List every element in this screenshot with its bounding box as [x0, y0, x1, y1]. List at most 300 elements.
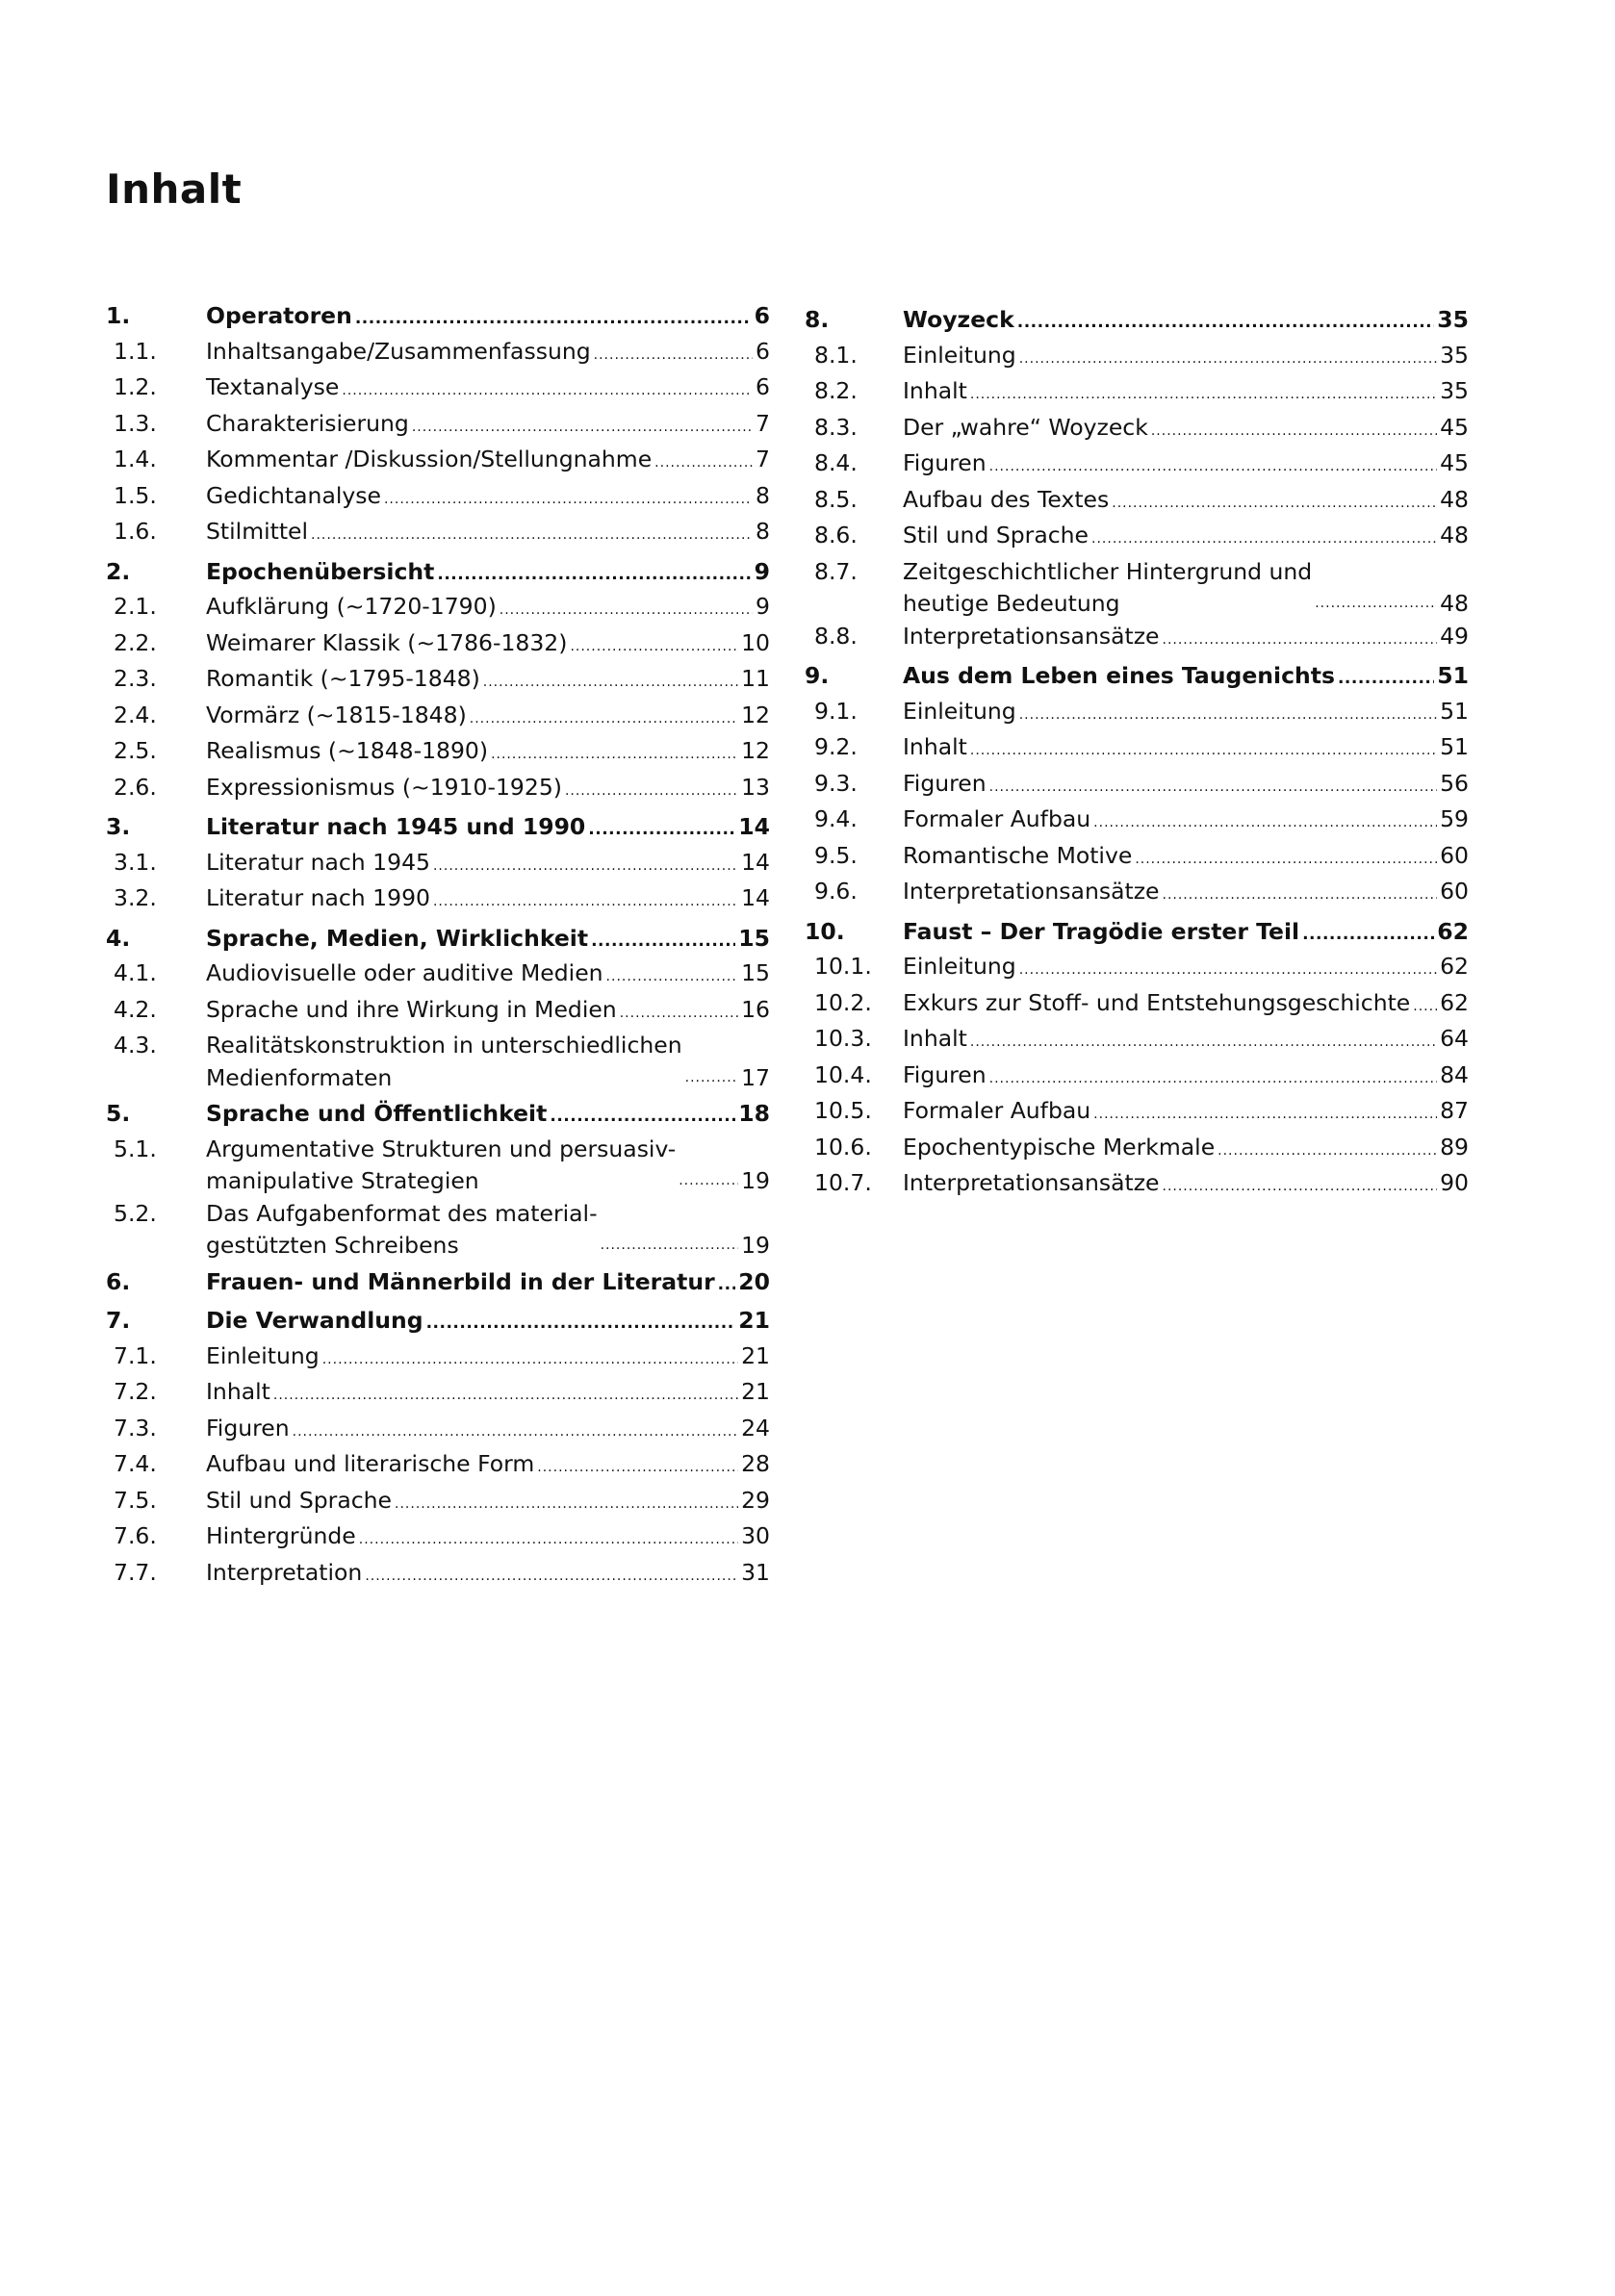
dot-leader: [1135, 844, 1437, 877]
dot-leader: [606, 961, 739, 994]
toc-chapter: [106, 1305, 770, 1593]
section-number: 10.6.: [814, 1133, 872, 1161]
section-number: 9.6.: [814, 878, 858, 905]
toc-section-entry[interactable]: [106, 1198, 770, 1263]
section-number: 2.3.: [114, 665, 157, 692]
dot-leader: [1093, 807, 1437, 840]
page-number: 31: [741, 1558, 770, 1586]
toc-section-entry[interactable]: [106, 371, 770, 408]
page-number: 13: [741, 773, 770, 801]
toc-section-entry[interactable]: [106, 772, 770, 808]
toc-section-entry[interactable]: [106, 480, 770, 517]
dot-leader: [570, 631, 738, 664]
section-title: Inhalt: [903, 377, 967, 404]
section-number: 8.6.: [814, 522, 858, 548]
toc-chapter: [106, 1098, 770, 1263]
section-number: 5.2.: [114, 1199, 157, 1227]
chapter-title: Woyzeck: [903, 306, 1014, 333]
dot-leader: [591, 926, 735, 958]
entry-text: [903, 520, 1469, 556]
dot-leader: [970, 379, 1437, 412]
entry-title: [206, 1134, 676, 1198]
section-title: Interpretationsansätze: [903, 878, 1160, 905]
section-number: 2.4.: [114, 701, 157, 728]
dot-leader: [537, 1452, 738, 1485]
toc-section-entry[interactable]: [805, 1023, 1469, 1059]
page-number: 15: [741, 959, 770, 986]
dot-leader: [588, 814, 735, 847]
page-number: 90: [1440, 1169, 1469, 1196]
toc-section-entry[interactable]: [106, 591, 770, 627]
toc-chapter-entry[interactable]: [106, 1098, 770, 1134]
toc-section-entry[interactable]: [805, 520, 1469, 556]
section-number: 8.8.: [814, 622, 858, 650]
toc-section-entry[interactable]: [106, 1134, 770, 1198]
section-title: Exkurs zur Stoff- und Entstehungsgeschichte: [903, 988, 1411, 1016]
section-title: Expressionismus (~1910-1925): [206, 773, 562, 801]
toc-section-entry[interactable]: [106, 336, 770, 372]
dot-leader: [1315, 588, 1437, 621]
entry-text: [206, 663, 770, 700]
toc-chapter-entry[interactable]: [106, 300, 770, 336]
toc-section-entry[interactable]: [106, 1340, 770, 1377]
section-number: 4.3.: [114, 1032, 157, 1059]
page-number: 14: [741, 848, 770, 876]
section-number: 9.1.: [814, 697, 858, 725]
dot-leader: [989, 1063, 1437, 1096]
chapter-title: Sprache, Medien, Wirklichkeit: [206, 924, 589, 952]
dot-leader: [1017, 307, 1435, 340]
page-number: 29: [741, 1486, 770, 1514]
entry-text: [206, 994, 770, 1031]
section-title: Der „wahre“ Woyzeck: [903, 413, 1148, 441]
toc-chapter-entry[interactable]: [106, 556, 770, 592]
toc-section-entry[interactable]: [805, 1095, 1469, 1132]
entry-text: [206, 591, 770, 627]
entry-text: [206, 444, 770, 480]
toc-section-entry[interactable]: [805, 556, 1469, 621]
dot-leader: [1163, 880, 1438, 912]
section-number: 7.7.: [114, 1558, 157, 1586]
toc-section-entry[interactable]: [805, 731, 1469, 768]
toc-section-entry[interactable]: [805, 1059, 1469, 1096]
entry-title: [206, 1030, 682, 1094]
page-number: 64: [1440, 1025, 1469, 1052]
entry-text: [903, 1132, 1469, 1168]
page-number: 11: [741, 665, 770, 692]
entry-text: [903, 1059, 1469, 1096]
page-number: 9: [754, 557, 770, 585]
page-number: 16: [741, 995, 770, 1023]
section-title: Figuren: [903, 449, 987, 476]
toc-section-entry[interactable]: [106, 1557, 770, 1594]
chapter-number: 7.: [106, 1307, 131, 1334]
toc-chapter-entry[interactable]: [106, 923, 770, 958]
section-title: Aufbau und literarische Form: [206, 1450, 535, 1477]
toc-section-entry[interactable]: [106, 882, 770, 919]
dot-leader: [1091, 523, 1437, 556]
dot-leader: [718, 1269, 736, 1302]
page-number: 20: [738, 1267, 770, 1295]
toc-chapter: [805, 660, 1469, 912]
entry-text: [206, 882, 770, 919]
entry-text: [903, 447, 1469, 484]
section-title: Inhalt: [903, 733, 967, 760]
dot-leader: [1019, 700, 1437, 732]
chapter-number: 5.: [106, 1100, 131, 1127]
chapter-number: 6.: [106, 1267, 131, 1295]
page-number: 28: [741, 1450, 770, 1477]
toc-chapter-entry[interactable]: [106, 1266, 770, 1302]
dot-leader: [1093, 1099, 1437, 1132]
section-title: Einleitung: [903, 341, 1016, 369]
section-number: 7.2.: [114, 1378, 157, 1405]
section-title: Weimarer Klassik (~1786-1832): [206, 628, 568, 656]
dot-leader: [355, 303, 752, 336]
chapter-number: 9.: [805, 662, 830, 689]
section-title: Literatur nach 1990: [206, 884, 430, 911]
entry-text: [206, 1305, 770, 1340]
entry-text: [206, 735, 770, 772]
toc-section-entry[interactable]: [106, 444, 770, 480]
entry-text: [903, 876, 1469, 912]
entry-text: [903, 340, 1469, 376]
section-number: 9.5.: [814, 841, 858, 869]
section-title: Stilmittel: [206, 518, 309, 545]
dot-leader: [989, 772, 1437, 804]
section-number: 7.1.: [114, 1341, 157, 1369]
section-title: Vormärz (~1815-1848): [206, 701, 467, 728]
chapter-title: Sprache und Öffentlichkeit: [206, 1100, 548, 1127]
toc-chapter: [805, 304, 1469, 656]
entry-text: [903, 840, 1469, 877]
entry-text: [903, 987, 1469, 1024]
page-number: 21: [738, 1307, 770, 1334]
page-title: Inhalt: [106, 166, 243, 213]
page-number: 30: [741, 1522, 770, 1549]
page-number: 12: [741, 737, 770, 764]
toc-right-column: [805, 304, 1469, 1208]
page-number: 45: [1440, 449, 1469, 476]
page-number: 19: [741, 1232, 770, 1259]
section-number: 10.7.: [814, 1169, 872, 1196]
entry-text: [903, 696, 1469, 732]
section-title: Interpretationsansätze: [903, 1169, 1160, 1196]
entry-text: [206, 1266, 770, 1302]
section-number: 8.2.: [814, 377, 858, 404]
chapter-title: Epochenübersicht: [206, 557, 435, 585]
toc-chapter-entry[interactable]: [805, 916, 1469, 952]
dot-leader: [483, 667, 738, 700]
section-number: 8.3.: [814, 413, 858, 441]
section-title: Gedichtanalyse: [206, 481, 381, 509]
entry-text: [206, 627, 770, 664]
entry-text: [206, 336, 770, 372]
toc-chapter-entry[interactable]: [106, 811, 770, 847]
dot-leader: [273, 1380, 738, 1413]
chapter-title: Faust – Der Tragödie erster Teil: [903, 917, 1300, 945]
entry-title-line2: Medienformaten: [206, 1063, 393, 1091]
toc-section-entry[interactable]: [805, 621, 1469, 657]
page-number: 15: [738, 924, 770, 952]
toc-section-entry[interactable]: [805, 447, 1469, 484]
dot-leader: [311, 520, 753, 552]
entry-text: [206, 1376, 770, 1413]
section-number: 3.1.: [114, 848, 157, 876]
entry-title-line1: Argumentative Strukturen und persuasiv-: [206, 1135, 677, 1162]
page-number: 48: [1440, 522, 1469, 548]
entry-title-line1: Realitätskonstruktion in unterschiedlichen: [206, 1032, 682, 1059]
toc-chapter: [106, 811, 770, 919]
chapter-title: Operatoren: [206, 302, 352, 329]
toc-section-entry[interactable]: [106, 957, 770, 994]
dot-leader: [1151, 416, 1437, 448]
dot-leader: [412, 412, 753, 445]
toc-chapter: [106, 1266, 770, 1302]
section-number: 2.1.: [114, 593, 157, 620]
page-number: 21: [741, 1341, 770, 1369]
toc-section-entry[interactable]: [106, 994, 770, 1031]
entry-text: [903, 660, 1469, 696]
toc-section-entry[interactable]: [106, 1485, 770, 1521]
section-number: 3.2.: [114, 884, 157, 911]
page-number: 12: [741, 701, 770, 728]
toc-section-entry[interactable]: [805, 484, 1469, 521]
section-number: 1.1.: [114, 337, 157, 365]
dot-leader: [1413, 991, 1437, 1024]
toc-section-entry[interactable]: [106, 1448, 770, 1485]
page-number: 48: [1440, 590, 1469, 617]
dot-leader: [565, 776, 738, 808]
entry-text: [206, 556, 770, 592]
toc-chapter: [106, 556, 770, 808]
dot-leader: [685, 1062, 738, 1095]
toc-chapter: [805, 916, 1469, 1204]
page-number: 35: [1440, 377, 1469, 404]
page-number: 18: [738, 1100, 770, 1127]
toc-section-entry[interactable]: [805, 1167, 1469, 1204]
dot-leader: [970, 1027, 1437, 1059]
chapter-number: 8.: [805, 306, 830, 333]
entry-text: [903, 621, 1469, 657]
toc-section-entry[interactable]: [805, 375, 1469, 412]
section-title: Hintergründe: [206, 1522, 356, 1549]
section-title: Einleitung: [903, 697, 1016, 725]
section-number: 1.4.: [114, 446, 157, 472]
toc-section-entry[interactable]: [805, 951, 1469, 987]
section-number: 2.2.: [114, 628, 157, 656]
toc-section-entry[interactable]: [106, 1030, 770, 1094]
toc-section-entry[interactable]: [805, 804, 1469, 840]
page-number: 14: [741, 884, 770, 911]
toc-section-entry[interactable]: [106, 627, 770, 664]
section-number: 8.5.: [814, 485, 858, 513]
entry-text: [903, 1023, 1469, 1059]
page-number: 7: [756, 409, 770, 437]
section-number: 10.4.: [814, 1060, 872, 1088]
section-title: Inhaltsangabe/Zusammenfassung: [206, 337, 591, 365]
entry-text: [206, 847, 770, 883]
toc-chapter-entry[interactable]: [805, 660, 1469, 696]
page-number: 48: [1440, 485, 1469, 513]
entry-text: [206, 923, 770, 958]
entry-text: [903, 951, 1469, 987]
section-number: 10.3.: [814, 1025, 872, 1052]
section-number: 7.6.: [114, 1522, 157, 1549]
dot-leader: [342, 375, 753, 408]
dot-leader: [1218, 1135, 1437, 1168]
page-number: 17: [741, 1063, 770, 1091]
page-number: 51: [1440, 697, 1469, 725]
entry-text: [903, 804, 1469, 840]
toc-section-entry[interactable]: [106, 408, 770, 445]
dot-leader: [437, 559, 751, 592]
dot-leader: [1163, 625, 1438, 657]
toc-section-entry[interactable]: [805, 412, 1469, 448]
dot-leader: [1112, 488, 1437, 521]
section-number: 1.2.: [114, 373, 157, 400]
entry-title-line2: manipulative Strategien: [206, 1167, 479, 1194]
dot-leader: [1338, 663, 1434, 696]
chapter-number: 1.: [106, 302, 131, 329]
page-number: 21: [741, 1378, 770, 1405]
section-title: Textanalyse: [206, 373, 340, 400]
section-number: 4.2.: [114, 995, 157, 1023]
entry-text: [206, 1448, 770, 1485]
toc-chapter-entry[interactable]: [106, 1305, 770, 1340]
section-title: Aufklärung (~1720-1790): [206, 593, 497, 620]
dot-leader: [395, 1489, 738, 1521]
section-number: 8.1.: [814, 341, 858, 369]
toc-section-entry[interactable]: [106, 516, 770, 552]
dot-leader: [384, 484, 753, 517]
dot-leader: [989, 451, 1437, 484]
page-number: 60: [1440, 878, 1469, 905]
chapter-number: 10.: [805, 917, 845, 945]
dot-leader: [365, 1561, 738, 1594]
toc-section-entry[interactable]: [106, 735, 770, 772]
entry-text: [903, 304, 1469, 340]
entry-text: [206, 1413, 770, 1449]
page-number: 14: [738, 813, 770, 840]
toc-section-entry[interactable]: [805, 876, 1469, 912]
toc-section-entry[interactable]: [106, 663, 770, 700]
dot-leader: [1019, 955, 1437, 987]
section-title: Einleitung: [206, 1341, 320, 1369]
entry-title-line1: Zeitgeschichtlicher Hintergrund und: [903, 557, 1313, 585]
toc-section-entry[interactable]: [106, 847, 770, 883]
section-title: Figuren: [903, 1060, 987, 1088]
section-title: Epochentypische Merkmale: [903, 1133, 1216, 1161]
toc-chapter: [106, 923, 770, 1095]
entry-text: [903, 731, 1469, 768]
dot-leader: [359, 1524, 738, 1557]
dot-leader: [1019, 344, 1437, 376]
section-title: Interpretationsansätze: [903, 622, 1160, 650]
chapter-number: 3.: [106, 813, 131, 840]
section-title: Kommentar /Diskussion/Stellungnahme: [206, 446, 653, 472]
section-title: Einleitung: [903, 953, 1016, 980]
page-number: 49: [1440, 622, 1469, 650]
entry-text: [206, 772, 770, 808]
toc-chapter-entry[interactable]: [805, 304, 1469, 340]
chapter-title: Frauen- und Männerbild in der Literatur: [206, 1267, 715, 1295]
section-number: 9.3.: [814, 769, 858, 797]
entry-text: [206, 516, 770, 552]
dot-leader: [500, 595, 753, 627]
page-number: 89: [1440, 1133, 1469, 1161]
section-number: 8.7.: [814, 557, 858, 585]
section-title: Inhalt: [206, 1378, 270, 1405]
page-number: 59: [1440, 805, 1469, 832]
section-number: 9.2.: [814, 733, 858, 760]
page-number: 10: [741, 628, 770, 656]
chapter-title: Literatur nach 1945 und 1990: [206, 813, 586, 840]
entry-text: [903, 1095, 1469, 1132]
entry-text: [206, 957, 770, 994]
toc-section-entry[interactable]: [106, 1376, 770, 1413]
toc-section-entry[interactable]: [805, 987, 1469, 1024]
section-number: 1.3.: [114, 409, 157, 437]
toc-section-entry[interactable]: [106, 700, 770, 736]
dot-leader: [654, 447, 753, 480]
page-number: 24: [741, 1414, 770, 1441]
toc-section-entry[interactable]: [106, 1413, 770, 1449]
section-number: 2.6.: [114, 773, 157, 801]
section-number: 1.6.: [114, 518, 157, 545]
entry-text: [903, 1167, 1469, 1204]
entry-text: [903, 916, 1469, 952]
entry-title-line2: heutige Bedeutung: [903, 590, 1120, 617]
page-number: 84: [1440, 1060, 1469, 1088]
page-number: 9: [756, 593, 770, 620]
entry-text: [206, 371, 770, 408]
section-title: Stil und Sprache: [206, 1486, 393, 1514]
dot-leader: [433, 851, 738, 883]
toc-section-entry[interactable]: [805, 768, 1469, 804]
entry-text: [206, 700, 770, 736]
entry-text: [206, 811, 770, 847]
entry-text: [206, 1198, 770, 1263]
toc-section-entry[interactable]: [805, 340, 1469, 376]
page-number: 35: [1440, 341, 1469, 369]
toc-chapter: [106, 300, 770, 552]
dot-leader: [1163, 1171, 1438, 1204]
toc-section-entry[interactable]: [106, 1520, 770, 1557]
toc-section-entry[interactable]: [805, 840, 1469, 877]
toc-section-entry[interactable]: [805, 696, 1469, 732]
section-title: Charakterisierung: [206, 409, 409, 437]
section-number: 7.4.: [114, 1450, 157, 1477]
page-number: 62: [1440, 953, 1469, 980]
entry-text: [206, 1520, 770, 1557]
page-number: 8: [756, 518, 770, 545]
page-number: 6: [754, 302, 770, 329]
dot-leader: [1302, 919, 1434, 952]
entry-title-line2: gestützten Schreibens: [206, 1232, 459, 1259]
chapter-title: Aus dem Leben eines Taugenichts: [903, 662, 1335, 689]
section-title: Figuren: [206, 1414, 290, 1441]
entry-text: [206, 300, 770, 336]
entry-text: [206, 1485, 770, 1521]
page-number: 8: [756, 481, 770, 509]
toc-section-entry[interactable]: [805, 1132, 1469, 1168]
dot-leader: [433, 886, 738, 919]
page-number: 62: [1437, 917, 1469, 945]
page-number: 6: [756, 337, 770, 365]
page-number: 51: [1437, 662, 1469, 689]
dot-leader: [470, 703, 738, 736]
